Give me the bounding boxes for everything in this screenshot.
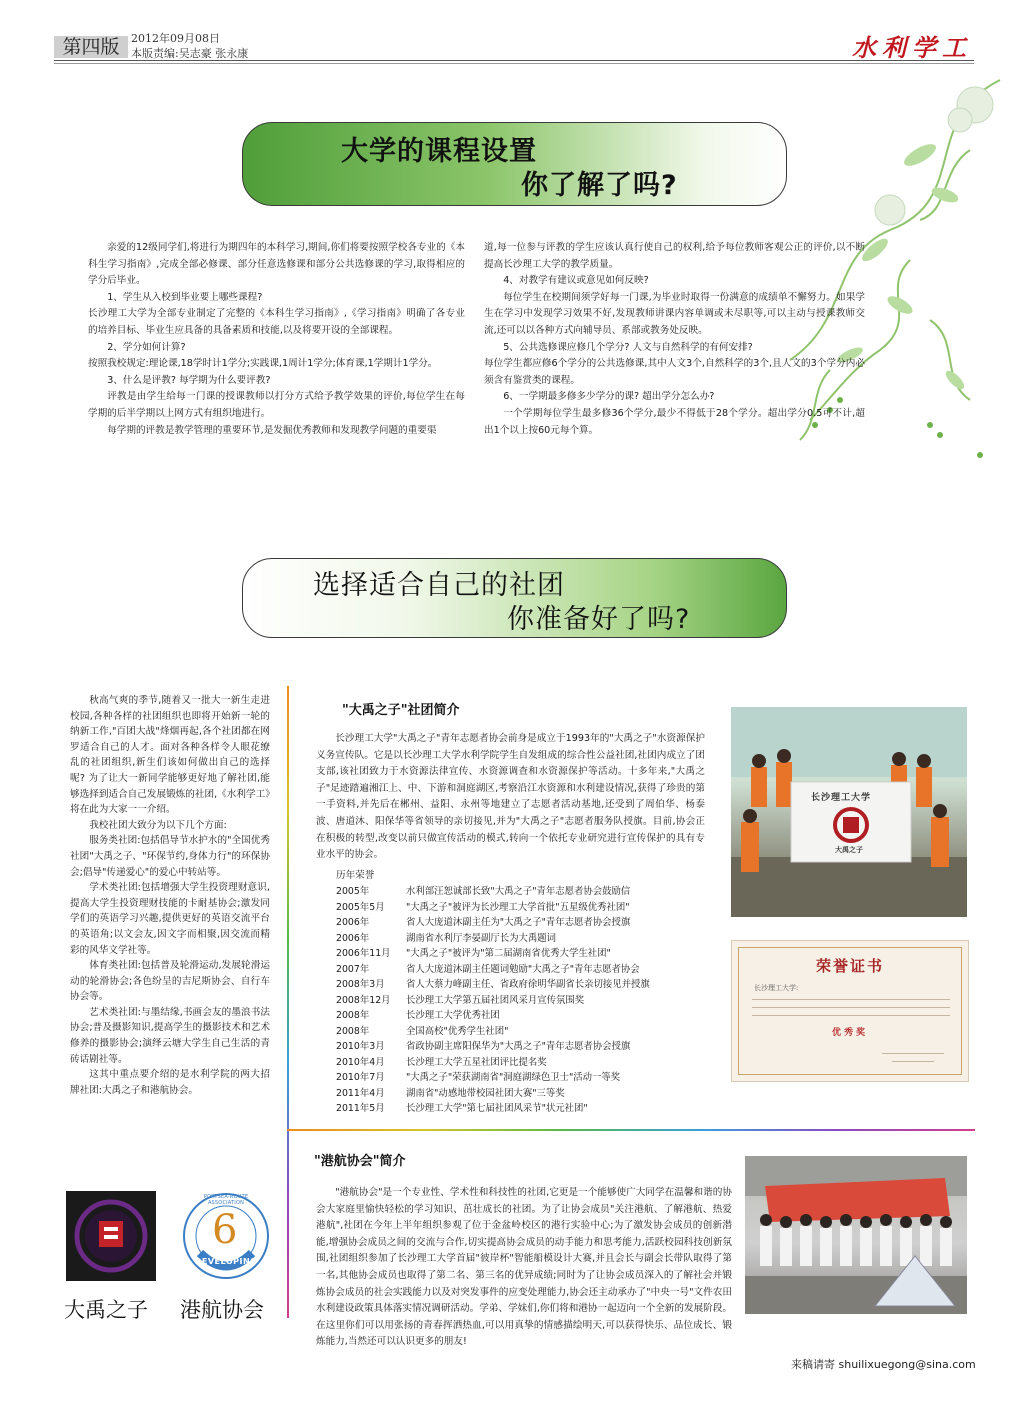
dayu-logo-emblem-icon <box>66 1191 156 1281</box>
gh-logo-motto: DEVELOPING <box>194 1257 258 1266</box>
honor-text: 省人大庞道沐副主任题词勉励"大禹之子"青年志愿者协会 <box>406 963 640 975</box>
dayu-logo-label: 大禹之子 <box>64 1298 148 1322</box>
gh-logo-number: 6 <box>212 1207 238 1253</box>
paragraph: 1、学生从入校到毕业要上哪些课程? <box>107 291 263 303</box>
paragraph: 每位学生都应修6个学分的公共选修课,其中人文3个,自然科学的3个,且人文的3个学分内必须含有鉴赏类的课程。 <box>484 358 865 386</box>
honor-text: 长沙理工大学"第七届社团风采节"状元社团" <box>406 1103 588 1114</box>
gh-photo-illustration <box>745 1156 967 1314</box>
dayu-group-photo <box>731 707 967 917</box>
honor-date: 2008年 <box>336 1010 370 1021</box>
honor-row <box>336 993 716 1009</box>
dayu-section-title: "大禹之子"社团简介 <box>342 703 460 718</box>
honor-row <box>336 1055 716 1071</box>
honor-text: 长沙理工大学第五届社团风采月宣传氛围奖 <box>406 994 585 1006</box>
honor-text: 省人大蔡力峰副主任、省政府徐明华副省长亲切接见并授旗 <box>406 979 650 990</box>
honor-date: 2008年 <box>336 1025 370 1037</box>
photo-banner-text: 长沙理工大学 <box>811 793 872 803</box>
honor-text: 省人大庞道沐副主任为"大禹之子"青年志愿者协会授旗 <box>406 917 631 928</box>
honor-date: 2005年5月 <box>336 901 385 913</box>
honor-text: 湖南省"动感地带校园社团大赛"三等奖 <box>406 1087 565 1099</box>
club-title-line1: 选择适合自己的社团 <box>313 570 565 601</box>
paragraph: 6、一学期最多修多少学分的课? 超出学分怎么办? <box>503 391 715 403</box>
newspaper-name: 水利学工 <box>852 33 972 62</box>
page-number: 第四版 <box>54 36 128 58</box>
honor-date: 2010年4月 <box>336 1056 385 1068</box>
rainbow-vertical-divider <box>287 686 289 1318</box>
honor-date: 2006年 <box>336 932 370 944</box>
honor-row <box>336 962 716 978</box>
honor-row <box>336 1008 716 1024</box>
honor-text: 长沙理工大学五星社团评比提名奖 <box>406 1056 547 1068</box>
honor-text: "大禹之子"被评为"第二届湖南省优秀大学生社团" <box>406 948 611 959</box>
honor-row <box>336 900 716 916</box>
paragraph: 艺术类社团:与墨结缘,书画会友的墨浪书法协会;普及摄影知识,提高学生的摄影技术和艺术修养的摄影协会;演绎云塘大学生自己生活的青砖话剧社等。 <box>70 1006 270 1065</box>
paragraph: 按照我校规定:理论课,18学时计1学分;实践课,1周计1学分;体育课,1学期计1学分。 <box>88 358 438 370</box>
paragraph: 一个学期每位学生最多修36个学分,最少不得低于28个学分。超出学分0.5可不计,超出1个以上按60元每个算。 <box>484 407 865 436</box>
paragraph: 5、公共选修课应修几个学分? 人文与自然科学的有何安排? <box>503 341 753 353</box>
photo-banner-subtext: 大禹之子 <box>835 846 863 854</box>
certificate-award: 优秀奖 <box>831 1028 868 1038</box>
paragraph: 这其中重点要介绍的是水利学院的两大招牌社团:大禹之子和港航协会。 <box>70 1069 270 1096</box>
certificate-signature-line <box>882 1053 944 1054</box>
course-title-banner <box>242 122 787 206</box>
honor-certificate <box>731 940 969 1082</box>
paragraph: 我校社团大致分为以下几个方面: <box>89 819 227 831</box>
honor-date: 2006年11月 <box>336 948 391 959</box>
paragraph: 亲爱的12级同学们,将进行为期四年的本科学习,期间,你们将要按照学校各专业的《本科生学习指南》,完成全部必修课、部分任意选修课和部分公共选修课的学习,取得相应的学分后毕业。 <box>88 242 465 287</box>
honor-date: 2010年3月 <box>336 1041 385 1052</box>
club-title-banner <box>242 558 787 638</box>
paragraph: 2、学分如何计算? <box>107 341 186 353</box>
honor-date: 2005年 <box>336 886 370 897</box>
paragraph: 4、对教学有建议或意见如何反映? <box>503 275 649 287</box>
honor-row <box>336 884 716 900</box>
gh-logo-ring-text: PORTSEA-ROUTE ASSOCIATION <box>203 1194 249 1206</box>
certificate-title: 荣誉证书 <box>815 957 884 975</box>
rainbow-horizontal-divider <box>287 1129 975 1131</box>
paragraph: 每位学生在校期间须学好每一门课,为毕业时取得一份满意的成绩单不懈努力。如果学生在学习中发现学习效果不好,发现教师讲课内容单调或未尽职等,可以主动与授课教师交流,还可以以各种方式向辅导员、系部或教务处反映。 <box>484 291 865 336</box>
paragraph: 服务类社团:包括倡导节水护水的"全国优秀社团"大禹之子、"环保节约,身体力行"的环保协会;倡导"传递爱心"的爱心中转站等。 <box>70 835 270 878</box>
honor-text: 长沙理工大学优秀社团 <box>406 1010 500 1021</box>
certificate-date-line <box>892 1061 934 1062</box>
certificate-text-line <box>752 1015 950 1016</box>
paragraph: 每学期的评教是教学管理的重要环节,是发掘优秀教师和发现教学问题的重要渠 <box>107 424 437 436</box>
honor-text: 省政协副主席阳保华为"大禹之子"青年志愿者协会授旗 <box>406 1041 631 1052</box>
honor-list <box>336 884 716 1117</box>
gh-group-photo <box>745 1156 967 1314</box>
paragraph: 评教是由学生给每一门课的授课教师以打分方式给予教学效果的评价,每位学生在每学期的后半学期以上网方式有组织地进行。 <box>88 391 465 419</box>
honor-list-heading: 历年荣誉 <box>336 870 375 881</box>
certificate-recipient: 长沙理工大学: <box>754 984 799 992</box>
certificate-text-line <box>752 999 950 1000</box>
honor-text: 湖南省水利厅李晏副厅长为大禹题词 <box>406 932 557 944</box>
submission-email: 来稿请寄 shuilixuegong@sina.com <box>791 1358 976 1371</box>
honor-date: 2010年7月 <box>336 1072 385 1083</box>
club-intro-column <box>70 693 270 1098</box>
honor-row <box>336 1086 716 1102</box>
course-title-line1: 大学的课程设置 <box>341 136 537 167</box>
paragraph: 学术类社团:包括增强大学生投资理财意识,提高大学生投资理财技能的卡耐基协会;激发同学们的英语学习兴趣,提供更好的英语交流平台的英语角;以文会友,因文字而相聚,因交流而精彩的风华文学社等。 <box>70 882 270 956</box>
honor-row <box>336 977 716 993</box>
honor-date: 2008年3月 <box>336 979 385 990</box>
course-article-left-column <box>88 240 465 439</box>
honor-row <box>336 931 716 947</box>
course-article-right-column <box>484 240 865 439</box>
honor-row <box>336 1070 716 1086</box>
honor-row <box>336 1039 716 1055</box>
gh-logo <box>180 1191 272 1281</box>
page-editor: 本版责编:吴志豪 张永康 <box>131 47 249 60</box>
paragraph: 3、什么是评教? 每学期为什么要评教? <box>107 374 271 386</box>
honor-date: 2006年 <box>336 917 370 928</box>
club-title-line2: 你准备好了吗? <box>507 604 691 635</box>
paragraph: 秋高气爽的季节,随着又一批大一新生走进校园,各种各样的社团组织也即将开始新一轮的纳新工作,"百团大战"烽烟再起,各个社团都在网罗适合自己的人才。面对各种各样令人眼花缭乱的社团组织,新生们该如何做出自己的选择呢? 为了让大一新同学能够更好地了解社团,能够选择到适合自己发展锻炼的社团,《水利学工》将在此为大家一一介绍。 <box>70 695 270 816</box>
issue-date: 2012年09月08日 <box>131 32 220 45</box>
honor-text: 全国高校"优秀学生社团" <box>406 1025 509 1037</box>
gh-logo-label: 港航协会 <box>180 1298 264 1322</box>
gh-section-title: "港航协会"简介 <box>314 1154 406 1169</box>
honor-row <box>336 946 716 962</box>
honor-text: "大禹之子"荣获湖南省"洞庭湖绿色卫士"活动一等奖 <box>406 1072 621 1083</box>
honor-date: 2011年4月 <box>336 1087 385 1099</box>
honor-date: 2008年12月 <box>336 994 391 1006</box>
honor-text: 水利部汪恕诚部长致"大禹之子"青年志愿者协会鼓励信 <box>406 886 631 897</box>
paragraph: 长沙理工大学为全部专业制定了完整的《本科生学习指南》,《学习指南》明确了各专业的培养目标、毕业生应具备的具备素质和技能,以及将要开设的全部课程。 <box>88 308 465 336</box>
dayu-photo-illustration <box>731 707 967 917</box>
honor-row <box>336 1024 716 1040</box>
paragraph: 体育类社团:包括普及轮滑运动,发展轮滑运动的轮滑协会;各色纷呈的吉尼斯协会、自行车协会等。 <box>70 960 270 1003</box>
honor-text: "大禹之子"被评为长沙理工大学首批"五星级优秀社团" <box>406 901 630 913</box>
paragraph: 道,每一位参与评教的学生应该认真行使自己的权利,给予每位教师客观公正的评价,以不断提高长沙理工大学的教学质量。 <box>484 242 865 270</box>
honor-row <box>336 1101 716 1117</box>
honor-date: 2011年5月 <box>336 1103 385 1114</box>
gh-description: "港航协会"是一个专业性、学术性和科技性的社团,它更是一个能够使广大同学在温馨和谐的协会大家庭里愉快轻松的学习知识、茁壮成长的社团。为了让协会成员"关注港航、了解港航、热爱港航",社团在今年上半年组织参观了位于金盆岭校区的港行实验中心;为了激发协会成员的创新潜能,增强协会成员之间的交流与合作,切实提高协会成员的动手能力和思考能力,活跃校园科技创新氛围,社团组织参加了长沙理工大学首届"彼岸杯"智能船模设计大赛,并且会长与副会长带队取得了第一名,其他协会成员也取得了第二名、第三名的优异成绩;同时为了让协会成员深入的了解社会并锻炼协会成员的社会实践能力以及对突发事件的应变处理能力,协会还主动承办了"中央一号"文件农田水利建设政策具体落实情况调研活动。学弟、学妹们,你们将和港协一起迈向一个全新的发展阶段。在这里你们可以用张扬的青春挥洒热血,可以用真挚的情感描绘明天,可以获得快乐、品位成长、锻炼能力,当然还可以认识更多的朋友! <box>316 1187 732 1348</box>
course-title-line2: 你了解了吗? <box>521 170 678 201</box>
dayu-logo <box>66 1191 156 1281</box>
honor-date: 2007年 <box>336 963 370 975</box>
dayu-description: 长沙理工大学"大禹之子"青年志愿者协会前身是成立于1993年的"大禹之子"水资源保护义务宣传队。它是以长沙理工大学水利学院学生自发组成的综合性公益社团,社团内成立了团支部,该社团致力于水资源法律宣传、水资源调查和水资源保护等活动。十多年来,"大禹之子"足迹踏遍湘江上、中、下游和洞庭湖区,考察沿江水资源和水利建设情况,获得了珍贵的第一手资料,并先后在郴州、益阳、永州等地建立了志愿者活动基地,还受到了周伯华、杨泰波、唐道沐、阳保华等省领导的亲切接见,并为"大禹之子"志愿者服务队授旗。目前,协会正在积极的转型,改变以前只做宣传活动的模式,转向一个依托专业研究进行宣传保护的具有专业水平的协会。 <box>316 733 705 861</box>
certificate-text-line <box>752 1007 950 1008</box>
honor-row <box>336 915 716 931</box>
